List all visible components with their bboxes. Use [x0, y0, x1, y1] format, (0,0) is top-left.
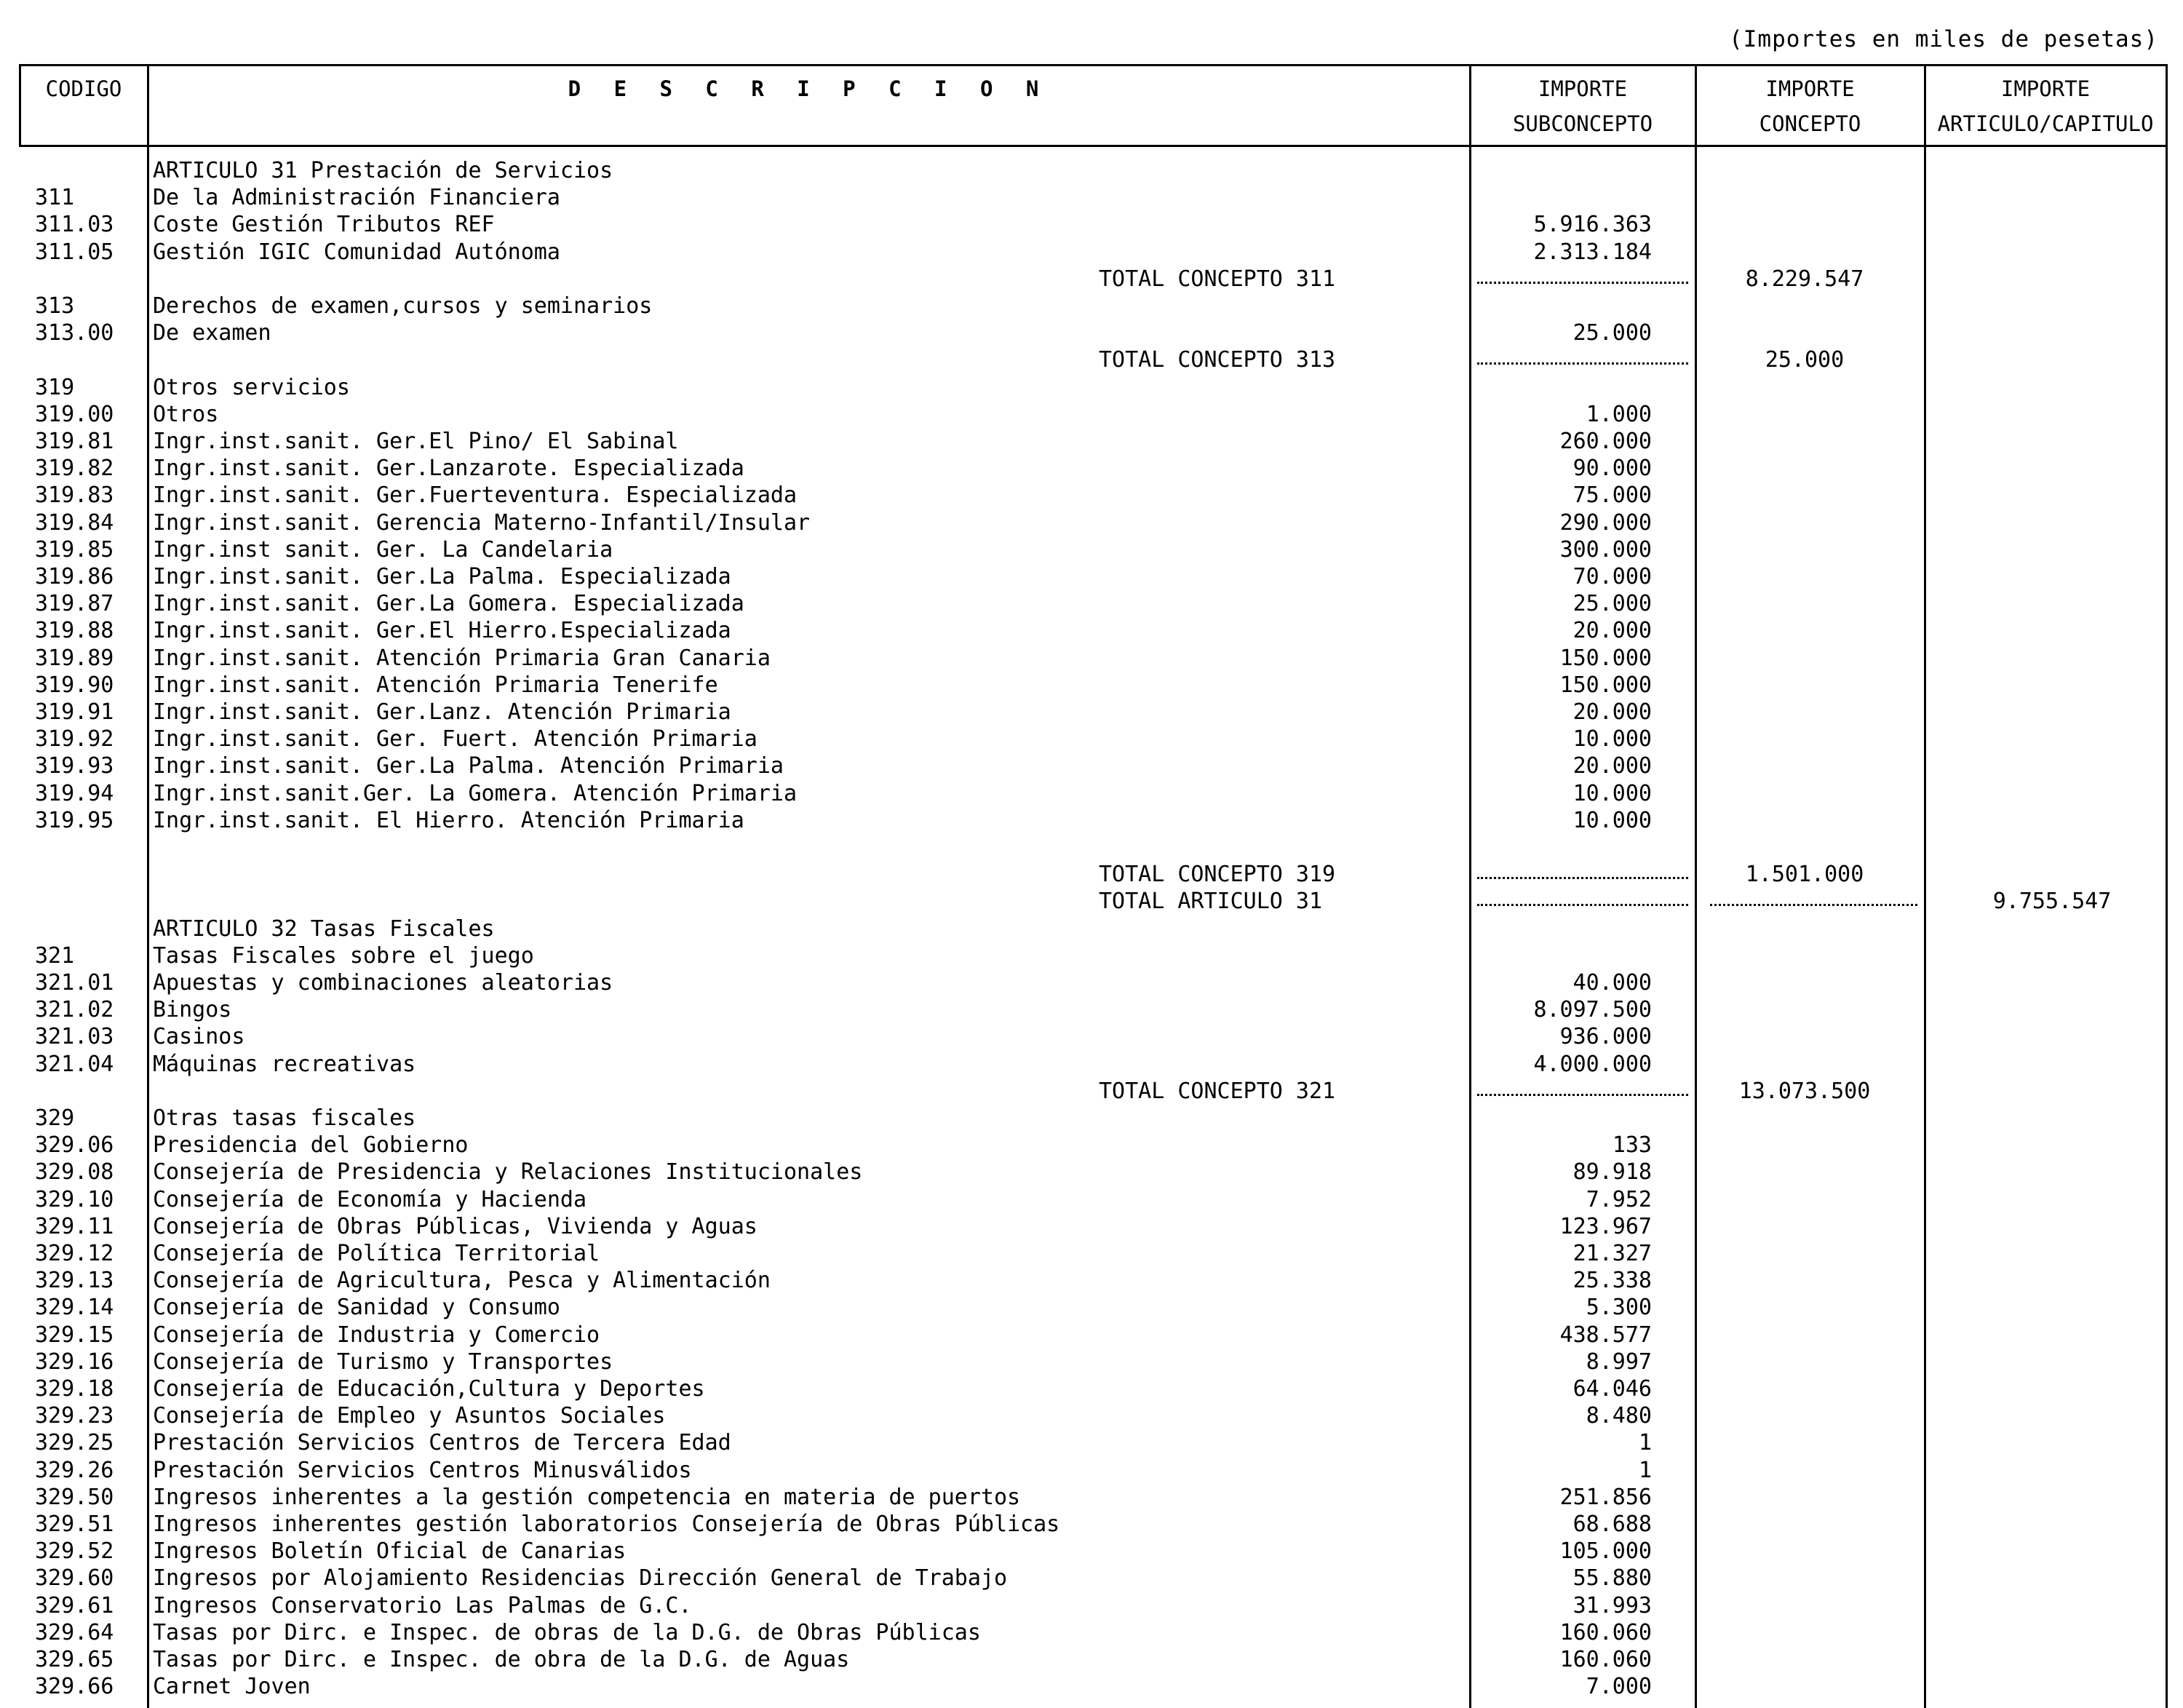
row-code: 329.11: [35, 1214, 114, 1239]
row-description: Gestión IGIC Comunidad Autónoma: [153, 239, 560, 265]
table-row: [0, 1673, 2183, 1700]
row-code: 329.10: [35, 1187, 114, 1212]
row-description: Consejería de Empleo y Asuntos Sociales: [153, 1403, 666, 1429]
row-importe-subconcepto: 55.880: [1572, 1565, 1652, 1591]
row-description: Bingos: [153, 997, 232, 1022]
row-code: 329.15: [35, 1322, 114, 1348]
units-note: (Importes en miles de pesetas): [1729, 26, 2158, 52]
header-codigo: CODIGO: [45, 76, 122, 101]
row-importe-subconcepto: 160.060: [1559, 1647, 1652, 1672]
table-row: [0, 1646, 2183, 1673]
row-description: Ingr.inst.sanit. El Hierro. Atención Primaria: [153, 808, 744, 833]
row-code: 311.03: [35, 212, 114, 237]
row-code: 329.26: [35, 1458, 114, 1483]
header-con-line1: IMPORTE: [1765, 76, 1855, 101]
total-row: [0, 861, 2183, 888]
row-importe-subconcepto: 8.097.500: [1533, 997, 1652, 1022]
row-code: 329: [35, 1105, 75, 1131]
table-row: [0, 536, 2183, 563]
row-importe-subconcepto: 10.000: [1572, 781, 1652, 806]
table-row: [0, 672, 2183, 699]
row-importe-subconcepto: 133: [1612, 1132, 1652, 1158]
row-description: Ingr.inst.sanit. Atención Primaria Gran Canaria: [153, 646, 771, 671]
row-code: 311: [35, 185, 75, 210]
row-importe-subconcepto: 5.300: [1586, 1295, 1652, 1320]
row-importe-subconcepto: 160.060: [1559, 1620, 1652, 1645]
row-description: Casinos: [153, 1024, 245, 1049]
row-description: Consejería de Obras Públicas, Vivienda y Aguas: [153, 1214, 758, 1239]
row-importe-subconcepto: 260.000: [1559, 429, 1652, 454]
row-code: 329.16: [35, 1349, 114, 1375]
table-row: [0, 1348, 2183, 1375]
row-description: Ingr.inst.sanit.Ger. La Gomera. Atención Primaria: [153, 781, 798, 806]
row-description: Ingr.inst.sanit. Ger.El Hierro.Especializada: [153, 618, 731, 643]
row-importe-subconcepto: 7.952: [1586, 1187, 1652, 1212]
row-total-label: TOTAL CONCEPTO 321: [1099, 1079, 1336, 1104]
row-importe-subconcepto: 1.000: [1586, 402, 1652, 427]
header-importe-subconcepto: [1473, 71, 1693, 141]
row-code: 319.95: [35, 808, 114, 833]
table-row: [0, 752, 2183, 779]
table-row: [0, 1511, 2183, 1538]
row-description: Ingr.inst.sanit. Ger.El Pino/ El Sabinal: [153, 429, 679, 454]
row-code: 313: [35, 293, 75, 319]
table-row: [0, 293, 2183, 319]
row-importe-subconcepto: 89.918: [1572, 1159, 1652, 1185]
row-code: 319.89: [35, 646, 114, 671]
row-code: 319.82: [35, 456, 114, 481]
table-row: [0, 455, 2183, 482]
row-description: Tasas por Dirc. e Inspec. de obras de la D.G. de Obras Públicas: [153, 1620, 981, 1645]
row-description: Consejería de Política Territorial: [153, 1241, 600, 1266]
header-art-line2: ARTICULO/CAPITULO: [1937, 111, 2154, 136]
header-sub-line2: SUBCONCEPTO: [1512, 111, 1653, 136]
table-row: [0, 915, 2183, 942]
row-code: 319.93: [35, 753, 114, 779]
table-row: [0, 1538, 2183, 1565]
row-description: Consejería de Economía y Hacienda: [153, 1187, 587, 1212]
dotted-leader-subconcepto: [1477, 362, 1688, 365]
row-importe-subconcepto: 68.688: [1572, 1512, 1652, 1537]
row-code: 329.51: [35, 1512, 114, 1537]
row-importe-subconcepto: 8.480: [1586, 1403, 1652, 1429]
row-total-label: TOTAL ARTICULO 31: [1099, 889, 1323, 914]
row-code: 319.83: [35, 482, 114, 508]
row-description: Ingr.inst.sanit. Ger.Fuerteventura. Especializada: [153, 482, 798, 508]
row-importe-subconcepto: 123.967: [1559, 1214, 1652, 1239]
table-row: [0, 239, 2183, 266]
row-code: 329.61: [35, 1593, 114, 1618]
table-row: [0, 211, 2183, 238]
row-importe-subconcepto: 290.000: [1559, 510, 1652, 536]
row-code: 319.87: [35, 591, 114, 616]
row-description: Carnet Joven: [153, 1674, 311, 1699]
row-code: 319.94: [35, 781, 114, 806]
row-code: 311.05: [35, 239, 114, 265]
table-row: [0, 1619, 2183, 1646]
row-code: 329.14: [35, 1295, 114, 1320]
total-row: [0, 888, 2183, 915]
row-importe-subconcepto: 70.000: [1572, 564, 1652, 589]
row-description: Consejería de Turismo y Transportes: [153, 1349, 613, 1375]
row-code: 319.84: [35, 510, 114, 536]
table-row: [0, 726, 2183, 752]
row-description: Ingr.inst.sanit. Atención Primaria Tenerife: [153, 672, 718, 698]
row-code: 321.01: [35, 970, 114, 996]
table-row: [0, 1051, 2183, 1078]
row-code: 329.25: [35, 1430, 114, 1455]
row-description: Ingr.inst.sanit. Ger.La Gomera. Especializada: [153, 591, 744, 616]
row-code: 329.65: [35, 1647, 114, 1672]
row-code: 329.66: [35, 1674, 114, 1699]
row-importe-subconcepto: 20.000: [1572, 753, 1652, 779]
row-importe-subconcepto: 438.577: [1559, 1322, 1652, 1348]
row-code: 321.04: [35, 1052, 114, 1077]
header-sub-line1: IMPORTE: [1538, 76, 1628, 101]
table-row: [0, 1213, 2183, 1240]
row-description: Otros: [153, 402, 219, 427]
table-top-border: [19, 64, 2168, 66]
table-row: [0, 1484, 2183, 1511]
row-importe-subconcepto: 251.856: [1559, 1485, 1652, 1510]
row-description: Ingresos Boletín Oficial de Canarias: [153, 1538, 627, 1564]
row-code: 329.23: [35, 1403, 114, 1429]
header-art-line1: IMPORTE: [2000, 76, 2091, 101]
row-description: Tasas Fiscales sobre el juego: [153, 943, 534, 969]
row-importe-concepto: 13.073.500: [1738, 1079, 1871, 1104]
row-importe-subconcepto: 8.997: [1586, 1349, 1652, 1375]
row-importe-subconcepto: 25.000: [1572, 591, 1652, 616]
row-code: 329.64: [35, 1620, 114, 1645]
row-importe-concepto: 8.229.547: [1745, 266, 1864, 292]
table-row: [0, 1322, 2183, 1348]
row-code: 329.08: [35, 1159, 114, 1185]
row-description: Ingr.inst.sanit. Ger.Lanz. Atención Primaria: [153, 699, 731, 725]
row-description: Derechos de examen,cursos y seminarios: [153, 293, 653, 319]
dotted-leader-subconcepto: [1477, 282, 1688, 284]
row-description: Consejería de Sanidad y Consumo: [153, 1295, 560, 1320]
header-descripcion: D E S C R I P C I O N: [568, 76, 1049, 101]
row-description: Consejería de Educación,Cultura y Deportes: [153, 1376, 705, 1402]
table-row: [0, 645, 2183, 672]
row-description: Otras tasas fiscales: [153, 1105, 416, 1131]
table-row: [0, 1592, 2183, 1619]
row-code: 321: [35, 943, 75, 969]
row-code: 329.50: [35, 1485, 114, 1510]
row-description: Ingr.inst.sanit. Ger.Lanzarote. Especializada: [153, 456, 744, 481]
row-code: 321.02: [35, 997, 114, 1022]
table-row: [0, 319, 2183, 346]
total-row: [0, 1078, 2183, 1105]
table-row: [0, 1132, 2183, 1159]
row-total-label: TOTAL CONCEPTO 313: [1099, 347, 1336, 373]
row-importe-concepto: 1.501.000: [1745, 862, 1864, 887]
table-row: [0, 482, 2183, 509]
row-code: 319.86: [35, 564, 114, 589]
row-code: 319.88: [35, 618, 114, 643]
total-row: [0, 266, 2183, 293]
row-importe-subconcepto: 150.000: [1559, 672, 1652, 698]
header-con-line2: CONCEPTO: [1759, 111, 1861, 136]
row-description: Prestación Servicios Centros de Tercera Edad: [153, 1430, 731, 1455]
row-description: Ingr.inst.sanit. Gerencia Materno-Infantil/Insular: [153, 510, 811, 536]
row-description: Consejería de Industria y Comercio: [153, 1322, 600, 1348]
row-description: Coste Gestión Tributos REF: [153, 212, 495, 237]
row-description: Ingr.inst.sanit. Ger. Fuert. Atención Primaria: [153, 726, 758, 752]
table-left-border: [19, 64, 21, 146]
table-row: [0, 1429, 2183, 1456]
row-importe-subconcepto: 5.916.363: [1533, 212, 1652, 237]
table-row: [0, 996, 2183, 1023]
row-importe-subconcepto: 1: [1638, 1458, 1652, 1483]
table-row: [0, 780, 2183, 807]
row-description: Ingresos inherentes a la gestión competencia en materia de puertos: [153, 1485, 1021, 1510]
row-importe-articulo: 9.755.547: [1992, 889, 2112, 914]
table-row: [0, 374, 2183, 401]
row-description: Consejería de Agricultura, Pesca y Alimentación: [153, 1268, 771, 1293]
row-description: Ingr.inst sanit. Ger. La Candelaria: [153, 537, 613, 563]
row-description: Ingr.inst.sanit. Ger.La Palma. Especializada: [153, 564, 731, 589]
row-code: 319.91: [35, 699, 114, 725]
dotted-leader-subconcepto: [1477, 877, 1688, 879]
row-code: 319.00: [35, 402, 114, 427]
row-description: Tasas por Dirc. e Inspec. de obra de la D.G. de Aguas: [153, 1647, 850, 1672]
row-description: Máquinas recreativas: [153, 1052, 416, 1077]
row-importe-subconcepto: 2.313.184: [1533, 239, 1652, 265]
row-importe-subconcepto: 1: [1638, 1430, 1652, 1455]
row-importe-subconcepto: 10.000: [1572, 726, 1652, 752]
header-bottom-border: [19, 145, 2168, 147]
row-importe-subconcepto: 105.000: [1559, 1538, 1652, 1564]
row-importe-concepto: 25.000: [1765, 347, 1845, 373]
row-importe-subconcepto: 25.338: [1572, 1268, 1652, 1293]
table-row: [0, 509, 2183, 536]
table-row: [0, 428, 2183, 455]
table-row: [0, 1240, 2183, 1267]
row-description: ARTICULO 32 Tasas Fiscales: [153, 916, 495, 942]
row-importe-subconcepto: 90.000: [1572, 456, 1652, 481]
table-row: [0, 807, 2183, 834]
row-importe-subconcepto: 150.000: [1559, 646, 1652, 671]
row-code: 329.12: [35, 1241, 114, 1266]
table-row: [0, 699, 2183, 726]
table-row: [0, 184, 2183, 211]
table-row: [0, 617, 2183, 644]
row-code: 329.52: [35, 1538, 114, 1564]
row-importe-subconcepto: 4.000.000: [1533, 1052, 1652, 1077]
table-row: [0, 969, 2183, 996]
row-code: 319.81: [35, 429, 114, 454]
table-row: [0, 563, 2183, 590]
row-description: Consejería de Presidencia y Relaciones Institucionales: [153, 1159, 863, 1185]
table-row: [0, 942, 2183, 969]
row-total-label: TOTAL CONCEPTO 319: [1099, 862, 1336, 887]
row-importe-subconcepto: 31.993: [1572, 1593, 1652, 1618]
header-importe-articulo: [1928, 71, 2163, 141]
row-importe-subconcepto: 10.000: [1572, 808, 1652, 833]
row-importe-subconcepto: 20.000: [1572, 699, 1652, 725]
row-description: Otros servicios: [153, 375, 350, 400]
row-importe-subconcepto: 20.000: [1572, 618, 1652, 643]
table-row: [0, 1186, 2183, 1213]
row-description: Prestación Servicios Centros Minusválidos: [153, 1458, 692, 1483]
row-code: 321.03: [35, 1024, 114, 1049]
row-code: 329.13: [35, 1268, 114, 1293]
dotted-leader-subconcepto: [1477, 1094, 1688, 1096]
row-description: Presidencia del Gobierno: [153, 1132, 469, 1158]
row-description: Apuestas y combinaciones aleatorias: [153, 970, 613, 996]
table-row: [0, 1159, 2183, 1185]
row-code: 313.00: [35, 320, 114, 346]
row-importe-subconcepto: 21.327: [1572, 1241, 1652, 1266]
row-code: 319.90: [35, 672, 114, 698]
row-importe-subconcepto: 25.000: [1572, 320, 1652, 346]
header-importe-concepto: [1698, 71, 1922, 141]
table-row: [0, 1294, 2183, 1321]
row-description: De la Administración Financiera: [153, 185, 560, 210]
table-row: [0, 1023, 2183, 1050]
row-description: Ingr.inst.sanit. Ger.La Palma. Atención Primaria: [153, 753, 784, 779]
table-row: [0, 1375, 2183, 1402]
row-importe-subconcepto: 64.046: [1572, 1376, 1652, 1402]
row-importe-subconcepto: 300.000: [1559, 537, 1652, 563]
row-importe-subconcepto: 936.000: [1559, 1024, 1652, 1049]
row-description: De examen: [153, 320, 271, 346]
row-code: 329.60: [35, 1565, 114, 1591]
table-row: [0, 401, 2183, 428]
row-code: 329.06: [35, 1132, 114, 1158]
table-row: [0, 1105, 2183, 1132]
row-code: 329.18: [35, 1376, 114, 1402]
row-description: Ingresos por Alojamiento Residencias Dirección General de Trabajo: [153, 1565, 1007, 1591]
dotted-leader-concepto: [1710, 904, 1917, 906]
table-row: [0, 1457, 2183, 1484]
dotted-leader-subconcepto: [1477, 904, 1688, 906]
row-importe-subconcepto: 40.000: [1572, 970, 1652, 996]
row-importe-subconcepto: 75.000: [1572, 482, 1652, 508]
table-row: [0, 157, 2183, 184]
table-row: [0, 1565, 2183, 1592]
row-description: Ingresos inherentes gestión laboratorios Consejería de Obras Públicas: [153, 1512, 1060, 1537]
row-code: 319.92: [35, 726, 114, 752]
row-description: ARTICULO 31 Prestación de Servicios: [153, 158, 613, 183]
table-row: [0, 1267, 2183, 1294]
total-row: [0, 346, 2183, 373]
table-row: [0, 1402, 2183, 1429]
row-description: Ingresos Conservatorio Las Palmas de G.C.: [153, 1593, 692, 1618]
row-code: 319.85: [35, 537, 114, 563]
row-total-label: TOTAL CONCEPTO 311: [1099, 266, 1336, 292]
table-row: [0, 590, 2183, 617]
row-code: 319: [35, 375, 75, 400]
row-importe-subconcepto: 7.000: [1586, 1674, 1652, 1699]
